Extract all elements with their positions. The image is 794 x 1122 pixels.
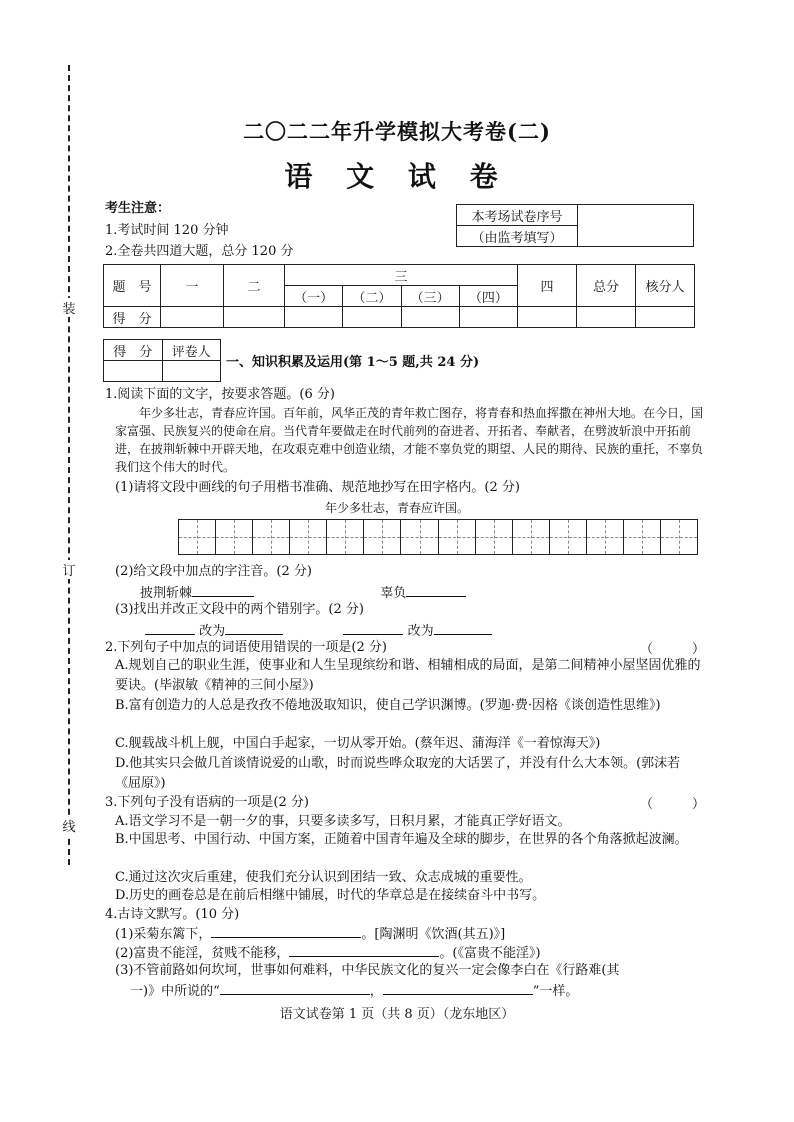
q1-stem: 1.阅读下面的文字，按要求答题。(6 分) [105,387,335,402]
col-sub-1: （一） [285,286,343,307]
fix-label-1: 改为 [199,624,226,639]
q4-blank-4[interactable] [383,980,533,995]
score-cell[interactable] [224,307,285,328]
q1-copy-line: 年少多壮志，青春应许国。 [325,501,470,515]
score-cell[interactable] [401,307,459,328]
q3-option-b: B.中国思考、中国行动、中国方案，正随着中国青年遍及全球的脚步，在世界的各个角落掀起波澜。 [115,832,688,847]
q2-option-a: A.规划自己的职业生涯，使事业和人生呈现缤纷和谐、相辅相成的局面，是第二间精神小屋坚固优雅的要诀。(毕淑敏《精神的三间小屋》) [115,658,701,693]
q1-sub2: (2)给文段中加点的字注音。(2 分) [115,564,312,579]
q2-option-c: C.舰载战斗机上舰，中国白手起家，一切从零开始。(蔡年迟、蒲海洋《一着惊海天》) [115,736,601,751]
seat-number-field[interactable] [578,205,694,247]
col-section-3: 三 [285,265,518,286]
q2-option-d: D.他其实只会做几首谈情说爱的山歌，时而说些哗众取宠的大话罢了，并没有什么大本领。(郭沫若《屈原》) [115,756,681,791]
q4-blank-1[interactable] [211,923,361,938]
binding-char-xian: 线 [62,816,76,835]
pinyin-word-2: 辜负 [380,586,407,601]
q1-sub1: (1)请将文段中画线的句子用楷书准确、规范地抄写在田字格内。(2 分) [115,480,520,495]
score-cell[interactable] [285,307,343,328]
q4-line3-b: 一)》中所说的“ [130,984,220,999]
grader-score-label: 得 分 [104,340,163,361]
grid-cell[interactable] [624,520,661,554]
fix-label-2: 改为 [407,624,434,639]
score-cell[interactable] [459,307,517,328]
page-footer: 语文试卷第 1 页（共 8 页）（龙东地区） [279,1007,515,1022]
tianzige-grid[interactable] [178,519,698,555]
seat-label-1: 本考场试卷序号 [457,205,578,226]
grader-name-field[interactable] [162,361,221,382]
q3-option-c: C.通过这次灾后重建，使我们充分认识到团结一致、众志成城的重要性。 [115,870,532,885]
q4-line2-a: (2)富贵不能淫，贫贱不能移， [115,946,290,961]
grader-score-field[interactable] [104,361,163,382]
q4-line1-a: (1)采菊东篱下， [115,927,212,942]
grid-cell[interactable] [439,520,476,554]
grid-cell[interactable] [327,520,364,554]
q2-option-b: B.富有创造力的人总是孜孜不倦地汲取知识，使自己学识渊博。(罗迦·费·因格《谈创造性思维》) [115,698,661,713]
seat-number-box [456,204,694,247]
q2-stem: 2.下列句子中加点的词语使用错误的一项是(2 分) [105,640,387,655]
fix-blank-1[interactable] [225,620,283,635]
score-cell[interactable] [577,307,636,328]
grid-cell[interactable] [476,520,513,554]
notice-item-1: 1.考试时间 120 分钟 [105,223,229,238]
fix-blank-2[interactable] [434,620,492,635]
exam-title: 二〇二二年升学模拟大考卷(二) [243,119,551,144]
q4-line3-a: (3)不管前路如何坎坷，世事如何难料，中华民族文化的复兴一定会像李白在《行路难(其 [115,963,620,978]
grader-label: 评卷人 [162,340,221,361]
notice-heading: 考生注意： [105,201,171,216]
col-sub-4: （四） [459,286,517,307]
q4-blank-3[interactable] [220,980,370,995]
col-section-1: 一 [161,265,224,307]
binding-char-ding: 订 [62,560,76,579]
pinyin-blank-2[interactable] [406,582,466,597]
q2-answer-paren[interactable]: （ ） [640,642,706,657]
grid-cell[interactable] [587,520,624,554]
seat-label-2: （由监考填写） [457,226,578,247]
q1-sub3: (3)找出并改正文段中的两个错别字。(2 分) [115,602,364,617]
q4-blank-2[interactable] [289,942,439,957]
grid-cell[interactable] [401,520,438,554]
col-sub-2: （二） [343,286,401,307]
grid-cell[interactable] [216,520,253,554]
q3-answer-paren[interactable]: （ ） [640,797,706,812]
score-cell[interactable] [518,307,577,328]
q3-option-d: D.历史的画卷总是在前后相继中铺展，时代的华章总是在接续奋斗中书写。 [115,888,546,903]
col-sub-3: （三） [401,286,459,307]
score-cell[interactable] [161,307,224,328]
col-checker: 核分人 [636,265,695,307]
col-total: 总分 [577,265,636,307]
col-section-4: 四 [518,265,577,307]
q4-line1-b: 。[陶渊明《饮酒(其五)》] [361,927,506,942]
binding-char-zhuang: 装 [62,298,76,317]
section-title: 一、知识积累及运用(第 1～5 题,共 24 分) [226,355,480,370]
grid-cell[interactable] [290,520,327,554]
q4-line2-b: 。(《富贵不能淫》) [439,946,541,961]
q4-stem: 4.古诗文默写。(10 分) [105,907,240,922]
grader-box [103,339,221,382]
q3-stem: 3.下列句子没有语病的一项是(2 分) [105,795,309,810]
grid-cell[interactable] [661,520,697,554]
q1-passage: 年少多壮志，青春应许国。百年前，风华正茂的青年救亡图存，将青春和热血挥撒在神州大地。在今日，国家富强、民族复兴的使命在肩。当代青年要做走在时代前列的奋进者、开拓者、奉献者，在劈波斩浪中开拓前进，在披荆斩棘中开辟天地，在攻艰克难中创造业绩，才能不辜负党的期望、人民的期待、民族的重托，不辜负我们这个伟大的时代。 [115,406,704,474]
score-cell[interactable] [636,307,695,328]
score-table [103,264,695,328]
score-cell[interactable] [343,307,401,328]
q4-line3-c: ， [369,984,383,999]
q4-line3-d: ”一样。 [532,984,579,999]
grid-cell[interactable] [550,520,587,554]
col-section-2: 二 [224,265,285,307]
grid-cell[interactable] [364,520,401,554]
q3-option-a: A.语文学习不是一朝一夕的事，只要多读多写，日积月累，才能真正学好语文。 [115,814,571,829]
wrong-char-blank-1[interactable] [145,620,195,635]
notice-item-2: 2.全卷共四道大题，总分 120 分 [105,244,294,259]
row-label-number: 题 号 [104,265,161,307]
wrong-char-blank-2[interactable] [343,620,403,635]
grid-cell[interactable] [179,520,216,554]
pinyin-blank-1[interactable] [192,582,254,597]
row-label-score: 得 分 [104,307,161,328]
grid-cell[interactable] [253,520,290,554]
grid-cell[interactable] [513,520,550,554]
pinyin-word-1: 披荆斩棘 [140,586,193,601]
exam-subtitle: 语 文 试 卷 [284,160,510,193]
